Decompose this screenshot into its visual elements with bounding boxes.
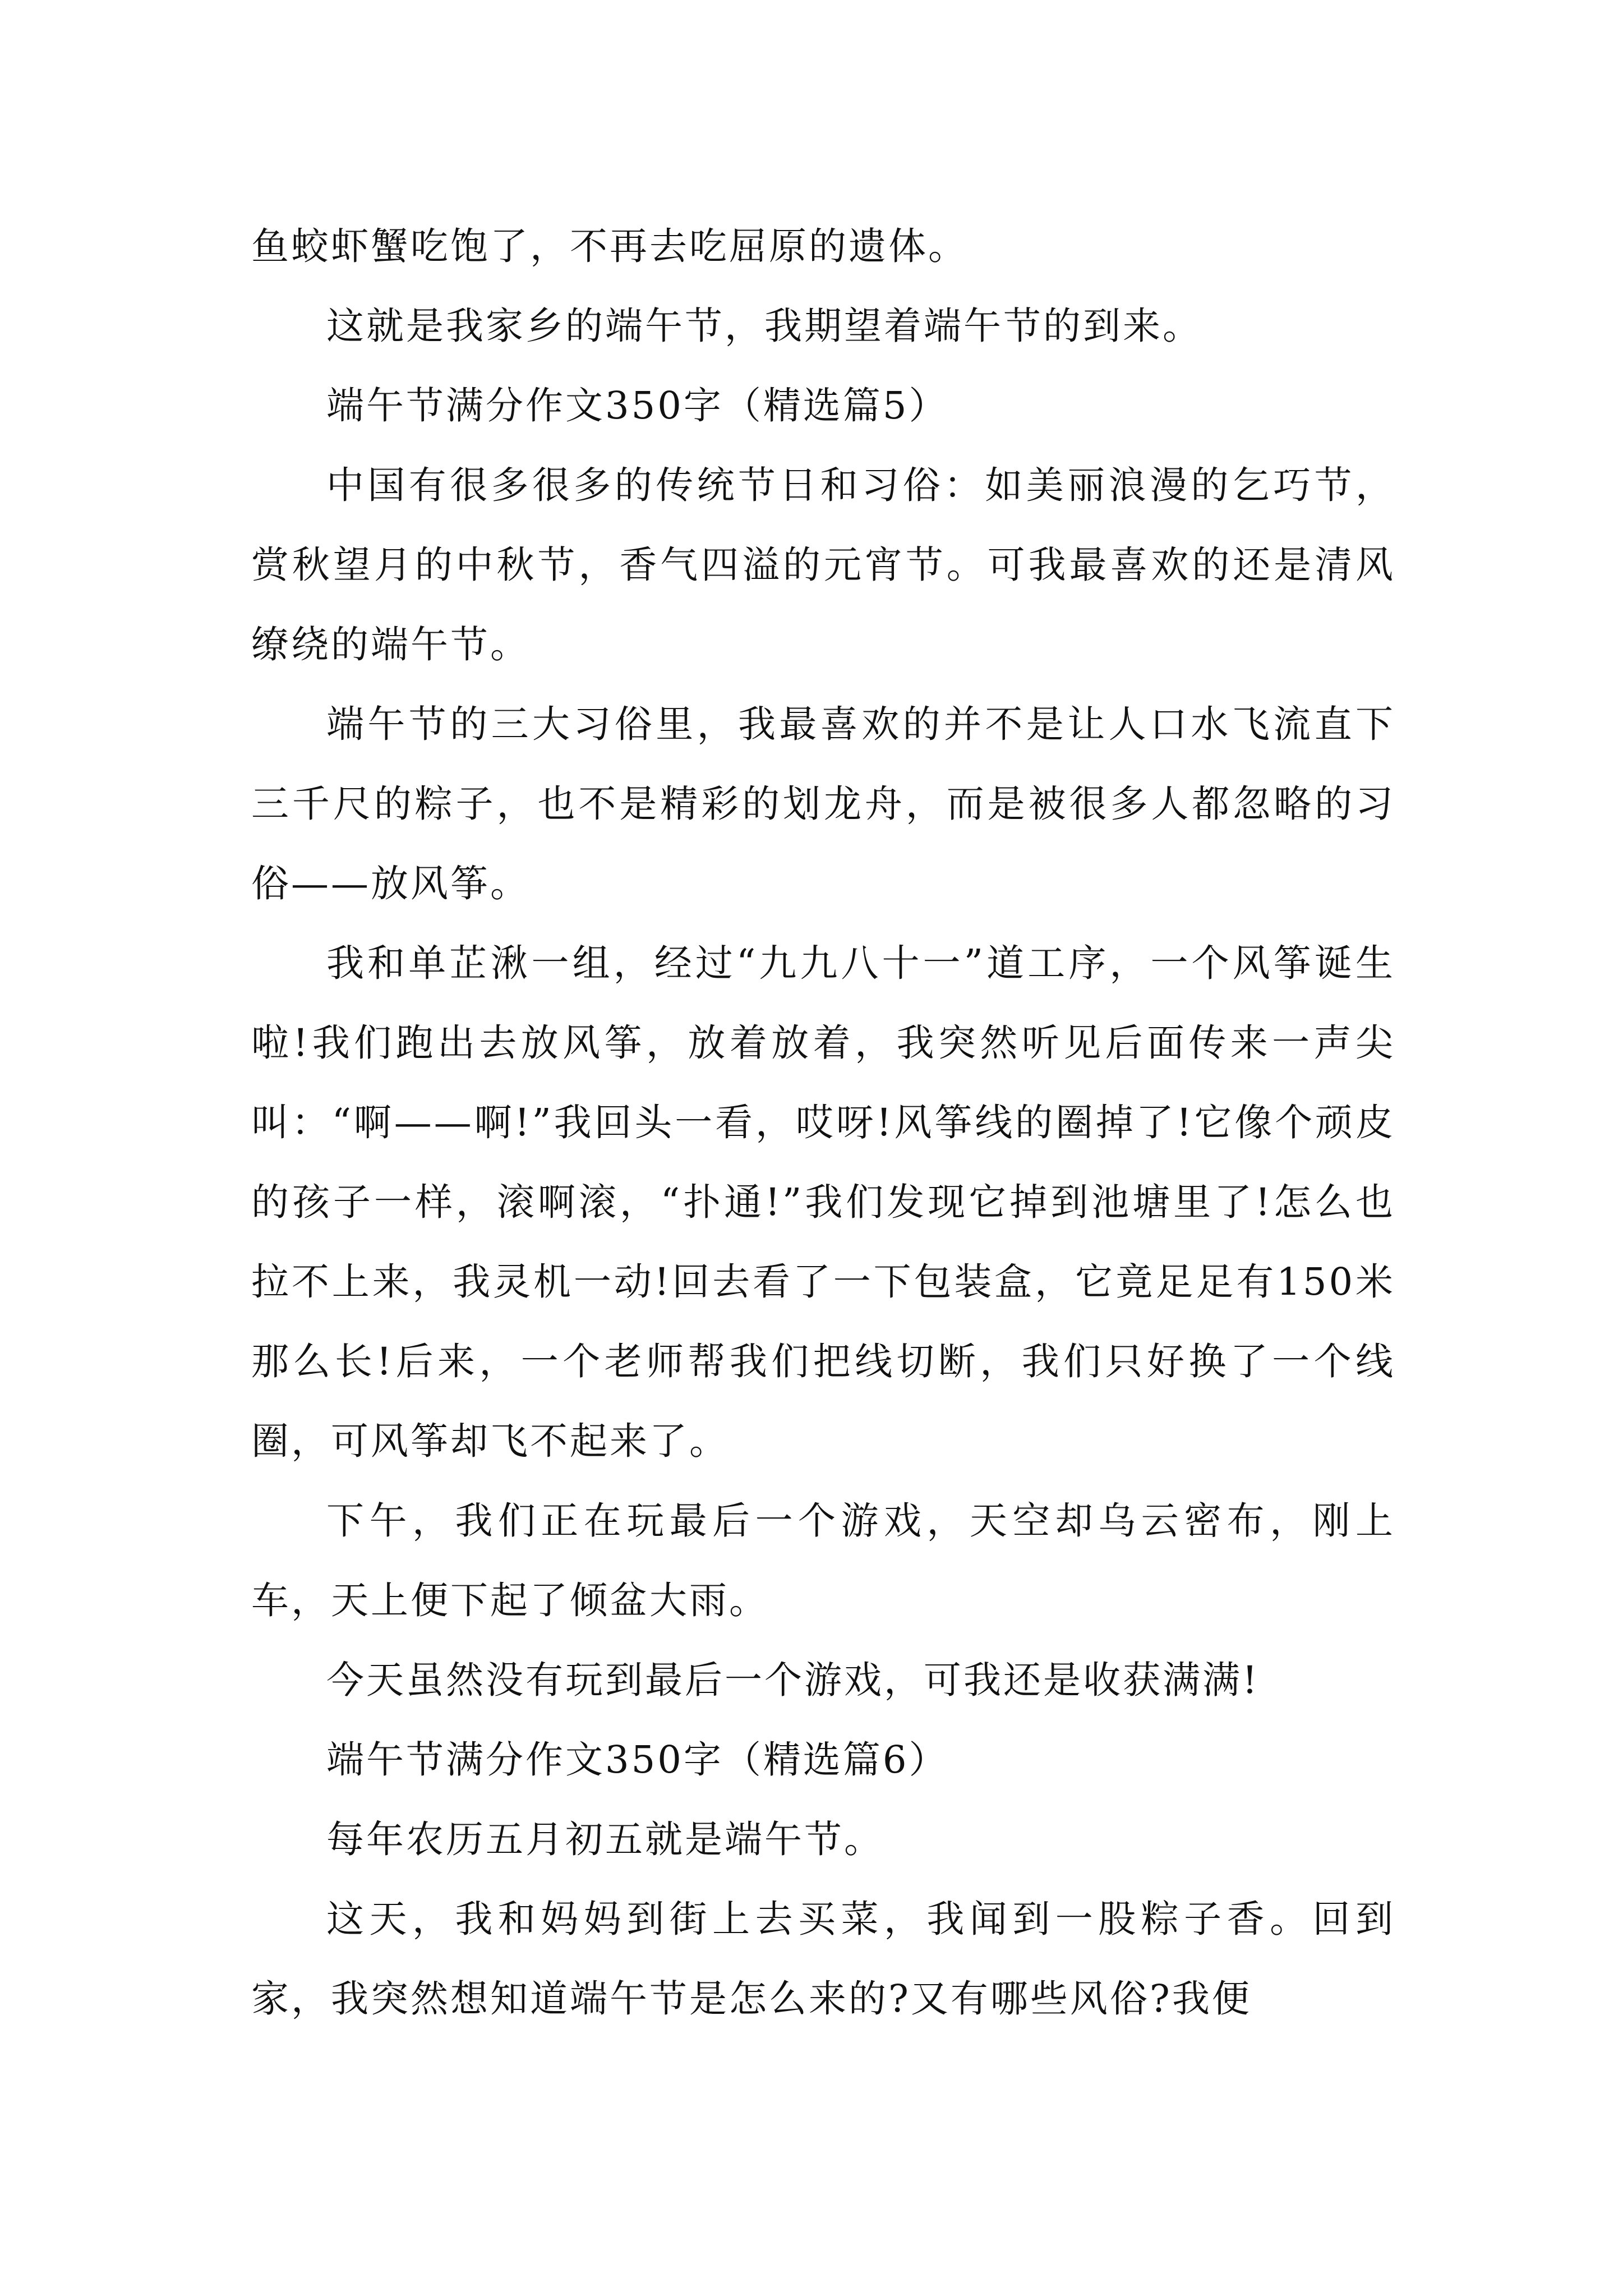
section-heading-6: 端午节满分作文350字（精选篇6） — [326, 1738, 949, 1782]
paragraph-6: 下午，我们正在玩最后一个游戏，天空却乌云密布，刚上车，天上便下起了倾盆大雨。 — [251, 1499, 1395, 1622]
paragraph-3: 中国有很多很多的传统节日和习俗：如美丽浪漫的乞巧节，赏秋望月的中秋节，香气四溢的元宵节。可我最喜欢的还是清风缭绕的端午节。 — [251, 463, 1395, 666]
paragraph-5: 我和单芷湫一组，经过“九九八十一”道工序，一个风筝诞生啦!我们跑出去放风筝，放着放着，我突然听见后面传来一声尖叫：“啊——啊!”我回头一看，哎呀!风筝线的圈掉了!它像个顽皮的孩子一样，滚啊滚，“扑通!”我们发现它掉到池塘里了!怎么也拉不上来，我灵机一动!回去看了一下包装盒，它竟足足有150米那么长!后来，一个老师帮我们把线切断，我们只好换了一个线圈，可风筝却飞不起来了。 — [251, 941, 1395, 1463]
paragraph-8: 每年农历五月初五就是端午节。 — [326, 1818, 884, 1861]
paragraph-4: 端午节的三大习俗里，我最喜欢的并不是让人口水飞流直下三千尺的粽子，也不是精彩的划龙舟，而是被很多人都忽略的习俗——放风筝。 — [251, 702, 1395, 905]
document-body — [251, 206, 1395, 2039]
paragraph-1: 鱼蛟虾蟹吃饱了，不再去吃屈原的遗体。 — [251, 224, 968, 268]
paragraph-7: 今天虽然没有玩到最后一个游戏，可我还是收获满满! — [326, 1658, 1260, 1702]
paragraph-2: 这就是我家乡的端午节，我期望着端午节的到来。 — [326, 304, 1202, 348]
section-heading-5: 端午节满分作文350字（精选篇5） — [326, 384, 949, 427]
paragraph-9: 这天，我和妈妈到街上去买菜，我闻到一股粽子香。回到家，我突然想知道端午节是怎么来的?又有哪些风俗?我便 — [251, 1897, 1395, 2021]
